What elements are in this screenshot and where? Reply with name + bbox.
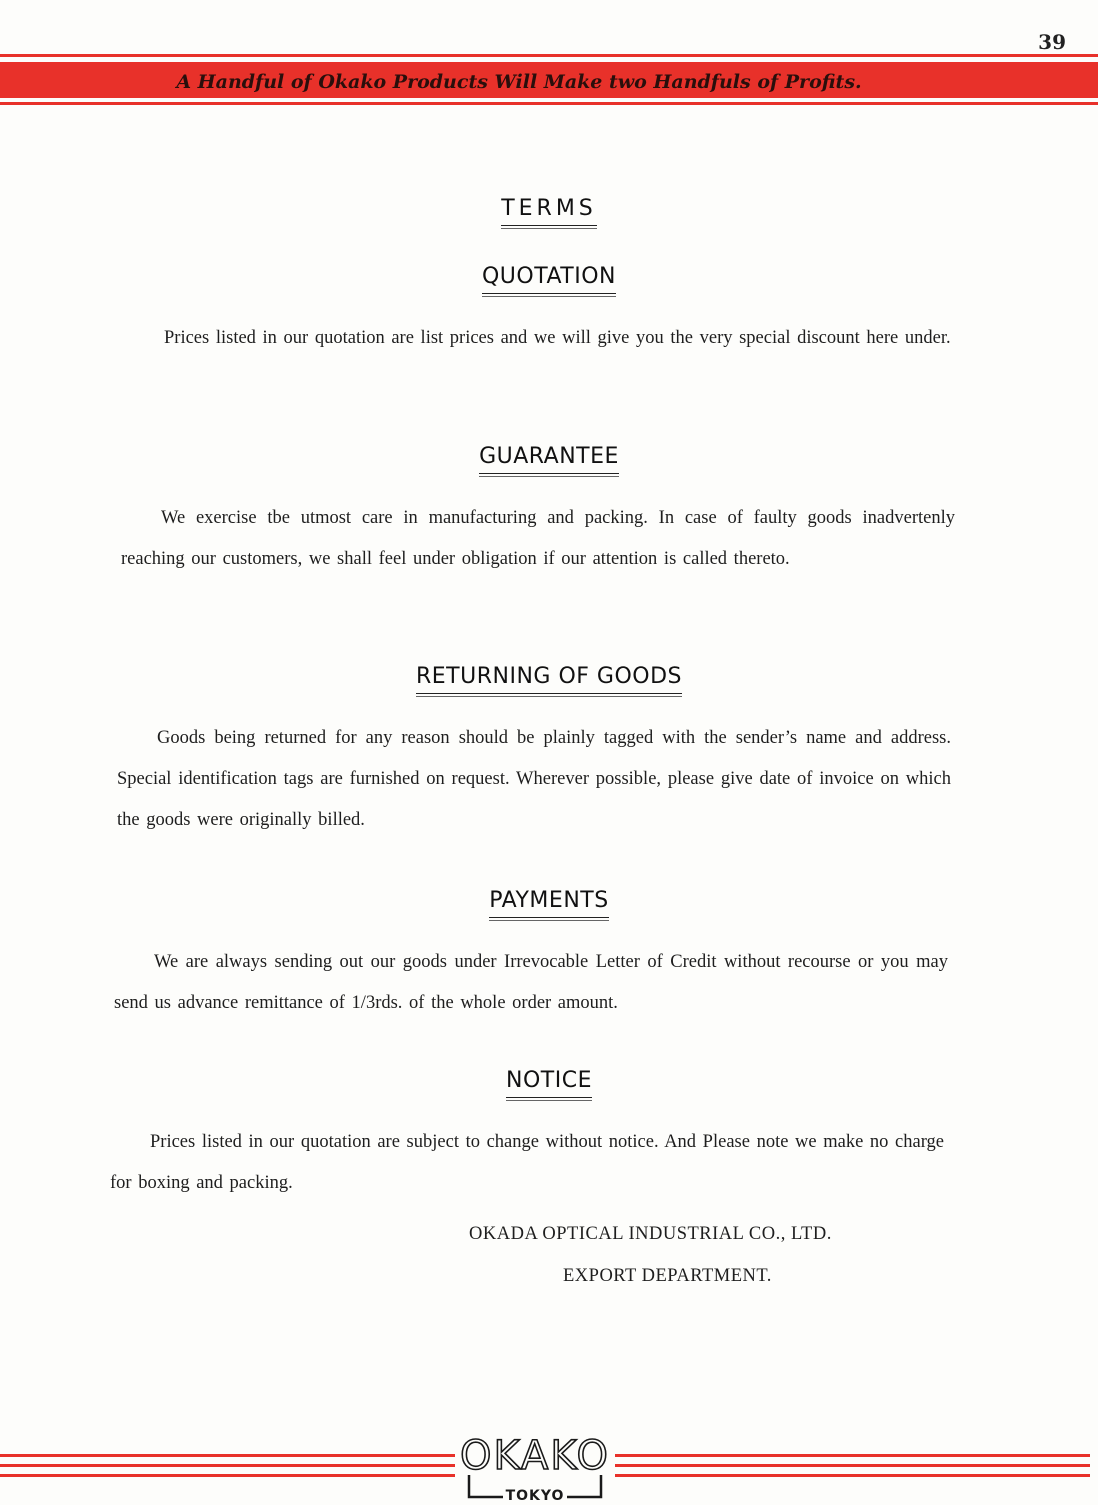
section-returning-text bbox=[117, 718, 951, 841]
footer-rule bbox=[0, 1454, 455, 1457]
section-body: Prices listed in our quotation are subject to change without notice. And Please note we make no charge for boxing and packing. bbox=[110, 1132, 945, 1193]
section-heading: QUOTATION bbox=[482, 264, 616, 294]
footer-rule bbox=[0, 1464, 455, 1467]
section-notice-text bbox=[110, 1122, 944, 1204]
section-guarantee-heading-wrap bbox=[0, 444, 1098, 474]
page-title: TERMS bbox=[501, 196, 597, 226]
banner-bottom-rule bbox=[0, 102, 1098, 105]
header-banner bbox=[0, 54, 1098, 110]
footer-rule bbox=[615, 1454, 1090, 1457]
footer-rule bbox=[615, 1464, 1090, 1467]
section-body: Prices listed in our quotation are list prices and we will give you the very special discount here under. bbox=[164, 328, 951, 348]
section-heading: GUARANTEE bbox=[479, 444, 619, 474]
section-heading: RETURNING OF GOODS bbox=[416, 664, 682, 694]
okako-logo bbox=[455, 1425, 615, 1505]
section-quotation-heading-wrap bbox=[0, 264, 1098, 294]
logo-city: TOKYO bbox=[505, 1488, 565, 1504]
section-body: We exercise tbe utmost care in manufacturing and packing. In case of faulty goods inadvertenly reaching our customers, we shall feel under obligation if our attention is called thereto. bbox=[121, 508, 955, 569]
banner-top-rule bbox=[0, 54, 1098, 57]
section-body: We are always sending out our goods under Irrevocable Letter of Credit without recourse or you may send us advance remittance of 1/3rds. of the whole order amount. bbox=[114, 952, 948, 1013]
section-guarantee-text bbox=[121, 498, 955, 580]
section-heading: NOTICE bbox=[506, 1068, 592, 1098]
banner-slogan: A Handful of Okako Products Will Make two Handfuls of Profits. bbox=[176, 71, 862, 93]
footer-rule bbox=[615, 1474, 1090, 1477]
footer-rule bbox=[0, 1474, 455, 1477]
page-number: 39 bbox=[1038, 30, 1066, 54]
section-payments-text bbox=[114, 942, 948, 1024]
section-returning-heading-wrap bbox=[0, 664, 1098, 694]
title-wrap bbox=[0, 196, 1098, 226]
section-heading: PAYMENTS bbox=[489, 888, 608, 918]
signature-company: OKADA OPTICAL INDUSTRIAL CO., LTD. bbox=[469, 1224, 832, 1244]
signature-department: EXPORT DEPARTMENT. bbox=[563, 1266, 772, 1286]
logo-brand: OKAKO bbox=[460, 1433, 610, 1479]
section-body: Goods being returned for any reason should be plainly tagged with the sender’s name and address. Special identification tags are furnished on request. Wherever possible, please give date of invoice on which the goods were originally billed. bbox=[117, 728, 951, 830]
section-payments-heading-wrap bbox=[0, 888, 1098, 918]
section-notice-heading-wrap bbox=[0, 1068, 1098, 1098]
section-quotation-text bbox=[124, 318, 958, 359]
